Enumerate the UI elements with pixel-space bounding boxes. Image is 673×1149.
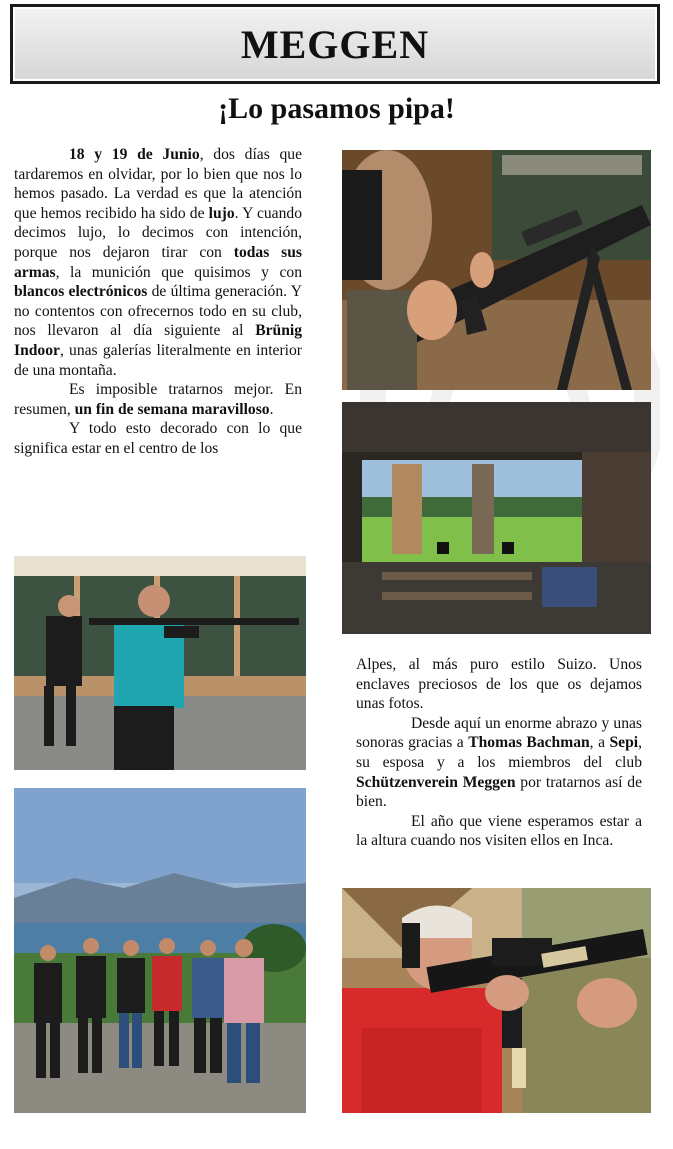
paragraph-4: Alpes, al más puro estilo Suizo. Unos enclaves preciosos de los que os dejamos unas fotos. bbox=[356, 656, 642, 713]
photo-indoor-shooters bbox=[14, 556, 306, 770]
paragraph-5: Desde aquí un enorme abrazo y unas sonoras gracias a Thomas Bachman, a Sepi, su esposa y a los miembros del club Schützenverein Meggen por tratarnos así de bien. bbox=[356, 714, 642, 811]
paragraph-1: 18 y 19 de Junio, dos días que tardaremos en olvidar, por lo bien que nos lo hemos pasado. La verdad es que la atención que hemos recibido ha sido de lujo. Y cuando decimos lujo, lo decimos con intención, porque nos dejaron tirar con todas sus armas, la munición que quisimos y con blancos electrónicos de última generación. Y no contentos con ofrecernos todo en su club, nos llevaron al día siguiente al Brünig Indoor, unas galerías literalmente en interior de una montaña. bbox=[14, 146, 303, 379]
photo-group-lake bbox=[14, 788, 306, 1113]
paragraph-6: El año que viene esperamos estar a la altura cuando nos visiten ellos en Inca. bbox=[356, 812, 642, 850]
right-column-text bbox=[356, 655, 642, 851]
paragraph-2: Es imposible tratarnos mejor. En resumen, un fin de semana maravilloso. bbox=[14, 381, 302, 418]
paragraph-3: Y todo esto decorado con lo que significa estar en el centro de los bbox=[14, 420, 302, 457]
photo-shooting-range-hall bbox=[342, 402, 651, 634]
page-title: MEGGEN bbox=[240, 21, 430, 67]
title-box bbox=[10, 4, 660, 84]
left-column-text bbox=[14, 145, 302, 459]
article-subtitle: ¡Lo pasamos pipa! bbox=[218, 92, 455, 125]
photo-pistol-carbine bbox=[342, 888, 651, 1113]
photo-rifle-closeup bbox=[342, 150, 651, 390]
